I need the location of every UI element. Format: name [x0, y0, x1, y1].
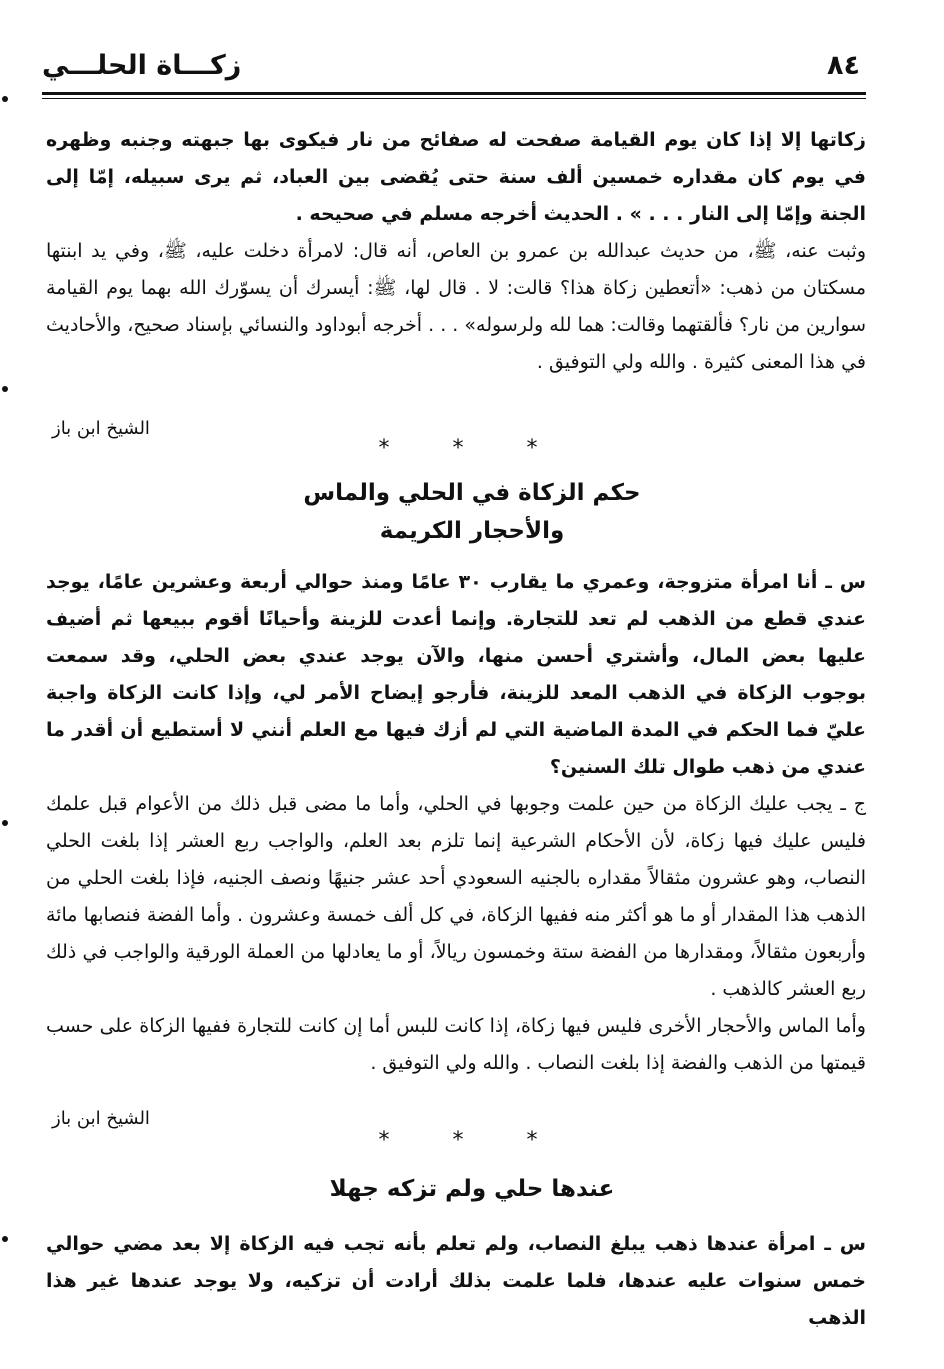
- answer-paragraph-2: وأما الماس والأحجار الأخرى فليس فيها زكاة، إذا كانت للبس أما إن كانت للتجارة ففيها الزكاة على حسب قيمتها من الذهب والفضة إذا بلغت النصاب . والله ولي التوفيق .: [46, 1015, 866, 1074]
- answer-paragraph: ج ـ يجب عليك الزكاة من حين علمت وجوبها في الحلي، وأما ما مضى قبل ذلك من الأعوام قبل علمك فليس عليك فيها زكاة، لأن الأحكام الشرعية إنما تلزم بعد العلم، والواجب ربع العشر إذا بلغت الحلي النصاب، وهو عشرون مثقالاً مقداره بالجنيه السعودي أحد عشر جنيهًا ونصف الجنيه، فإذا بلغت الحلي من الذهب هذا المقدار أو ما هو أكثر منه ففيها الزكاة، في كل ألف خمسة وعشرون . وأما الفضة فنصابها مائة وأربعون مثقالاً، ومقدارها من الفضة ستة وخمسون ريالاً، أو ما يعادلها من العملة الورقية والواجب في ذلك ربع العشر كالذهب .: [46, 793, 866, 1000]
- header-rule: [42, 92, 866, 95]
- separator-stars: * * *: [378, 436, 566, 461]
- section-heading: حكم الزكاة في الحلي والماس: [303, 480, 641, 506]
- header-rule-thin: [42, 98, 866, 99]
- margin-mark: [2, 96, 8, 102]
- running-title: زكـــاة الحلـــي: [42, 50, 242, 81]
- page-number: ٨٤: [827, 50, 860, 81]
- question-paragraph-2: س ـ امرأة عندها ذهب يبلغ النصاب، ولم تعلم بأنه تجب فيه الزكاة إلا بعد مضي حوالي خمس سنوات عليه عندها، فلما علمت بذلك أرادت أن تزكيه، ولا يوجد عندها غير هذا الذهب: [46, 1233, 866, 1329]
- question-paragraph: س ـ أنا امرأة متزوجة، وعمري ما يقارب ٣٠ عامًا ومنذ حوالي أربعة وعشرين عامًا، يوجد عندي قطع من الذهب لم تعد للتجارة. وإنما أعدت للزينة وأحيانًا أقوم ببيعها ثم أضيف عليها بعض المال، وأشتري أحسن منها، والآن يوجد عندي بعض الحلي، وقد سمعت بوجوب الزكاة في الذهب المعد للزينة، فأرجو إيضاح الأمر لي، وإذا كانت الزكاة واجبة عليّ فما الحكم في المدة الماضية التي لم أزك فيها مع العلم أنني لا أستطيع أن أقدر ما عندي من ذهب طوال تلك السنين؟: [46, 571, 867, 778]
- page-header: [42, 48, 866, 92]
- hadith-paragraph: زكاتها إلا إذا كان يوم القيامة صفحت له صفائح من نار فيكوى بها جبهته وجنبه وظهره في يوم كان مقداره خمسين ألف سنة حتى يُقضى بين العباد، ثم يرى سبيله، إمّا إلى الجنة وإمّا إلى النار . . . » . الحديث أخرجه مسلم في صحيحه .: [46, 129, 866, 225]
- signature: الشيخ ابن باز: [52, 418, 150, 439]
- section-heading-line2: والأحجار الكريمة: [379, 518, 565, 544]
- separator-stars-2: * * *: [378, 1128, 566, 1153]
- section-heading-3: عندها حلي ولم تزكه جهلا: [329, 1176, 615, 1202]
- hadith-paragraph-2: وثبت عنه، ﷺ، من حديث عبدالله بن عمرو بن العاص، أنه قال: لامرأة دخلت عليه، ﷺ، وفي يد ابنتها مسكتان من ذهب: «أتعطين زكاة هذا؟ قالت: لا . قال لها، ﷺ: أيسرك أن يسوّرك الله بهما يوم القيامة سوارين من نار؟ فألقتهما وقالت: هما لله ولرسوله» . . . أخرجه أبوداود والنسائي بإسناد صحيح، والأحاديث في هذا المعنى كثيرة . والله ولي التوفيق .: [46, 240, 866, 373]
- margin-mark: [2, 1236, 8, 1242]
- margin-mark: [2, 820, 8, 826]
- signature-2: الشيخ ابن باز: [52, 1108, 150, 1129]
- margin-mark: [2, 386, 8, 392]
- section2-body: [46, 564, 866, 1082]
- section3-body: [46, 1226, 866, 1337]
- section1-body: [46, 122, 866, 381]
